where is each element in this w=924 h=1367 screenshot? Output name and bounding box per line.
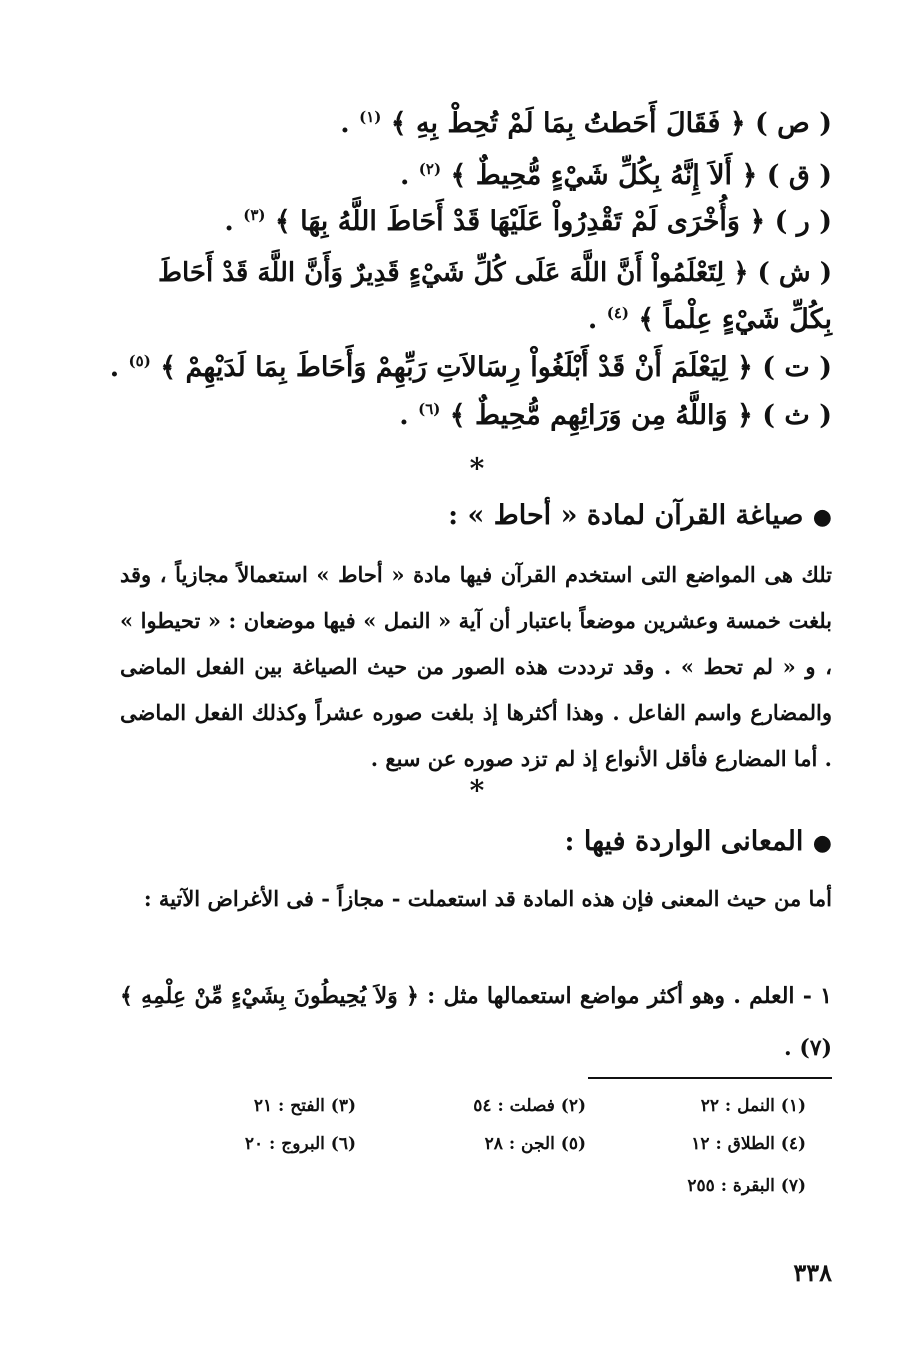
footnote: (٤) الطلاق : ١٢ <box>691 1134 806 1154</box>
footnote: (٣) الفتح : ٢١ <box>253 1096 356 1116</box>
verse-text: ﴿ وَأُخْرَى لَمْ تَقْدِرُواْ عَلَيْهَا قَدْ أَحَاطَ اللَّهُ بِهَا ﴾ <box>274 206 766 237</box>
verse-ref: (٤) <box>606 304 629 322</box>
footnote: (٧) البقرة : ٢٥٥ <box>687 1176 806 1196</box>
verse-text: ﴿ لِيَعْلَمَ أَنْ قَدْ أَبْلَغُواْ رِسَالاَتِ رَبِّهِمْ وَأَحَاطَ بِمَا لَدَيْهِمْ ﴾ <box>160 352 753 383</box>
verse-line <box>224 206 832 237</box>
verse-line-continued <box>588 304 832 335</box>
verse-end: . <box>399 400 409 431</box>
verse-line <box>400 160 832 191</box>
verse-label: ( ق ) <box>766 160 832 191</box>
bullet-icon: ● <box>812 504 832 530</box>
footnote: (١) النمل : ٢٢ <box>700 1096 806 1116</box>
footnote: (٥) الجن : ٢٨ <box>484 1134 586 1154</box>
footnote: (٢) فصلت : ٥٤ <box>473 1096 586 1116</box>
bullet-icon: ● <box>812 830 832 856</box>
page-number: ٣٣٨ <box>793 1258 832 1287</box>
section-heading-text: المعانى الواردة فيها : <box>564 826 804 857</box>
verse-text: ﴿ أَلاَ إِنَّهُ بِكُلِّ شَيْءٍ مُّحِيطٌ ﴾ <box>450 160 758 191</box>
verse-line <box>340 108 832 139</box>
verse-label: ( ت ) <box>762 352 832 383</box>
verse-ref: (٣) <box>243 206 266 224</box>
section-heading-text: صياغة القرآن لمادة « أحاط » : <box>448 500 804 531</box>
verse-ref: (٢) <box>418 160 442 178</box>
verse-label: ( ش ) <box>757 258 832 288</box>
verse-ref: (١) <box>359 108 382 126</box>
verse-text: بِكُلِّ شَيْءٍ عِلْماً ﴾ <box>638 304 832 335</box>
verse-line <box>110 352 832 383</box>
verse-end: . <box>224 206 234 237</box>
list-item: ١ - العلم . وهو أكثر مواضع استعمالها مثل : ﴿ وَلاَ يُحِيطُونَ بِشَيْءٍ مِّنْ عِلْمِهِ ﴾ (٧) . <box>120 983 832 1061</box>
section-paragraph: تلك هى المواضع التى استخدم القرآن فيها مادة « أحاط » استعمالاً مجازياً ، وقد بلغت خمسة وعشرين موضعاً باعتبار أن آية « النمل » فيها موضعان : « تحيطوا » ، و « لم تحط » . وقد ترددت هذه الصور من حيث الصياغة بين الفعل الماضى والمضارع واسم الفاعل . وهذا أكثرها إذ بلغت صوره عشراً وكذلك الفعل الماضى . أما المضارع فأقل الأنواع إذ لم تزد صوره عن سبع . <box>120 562 832 771</box>
verse-line <box>399 400 832 431</box>
verse-ref: (٥) <box>128 352 151 370</box>
verse-ref: (٦) <box>418 400 441 418</box>
verse-line <box>158 258 832 288</box>
verse-text: ﴿ فَقَالَ أَحَطتُ بِمَا لَمْ تُحِطْ بِهِ ﴾ <box>390 108 746 139</box>
verse-end: . <box>109 352 120 383</box>
verse-label: ( ص ) <box>755 108 832 139</box>
separator-asterisk: * <box>469 452 485 485</box>
footnote-divider <box>588 1077 832 1079</box>
verse-label: ( ث ) <box>762 400 832 431</box>
verse-text: ﴿ لِتَعْلَمُواْ أَنَّ اللَّهَ عَلَى كُلِّ شَيْءٍ قَدِيرٌ وَأَنَّ اللَّهَ قَدْ أَحَاطَ <box>157 258 749 288</box>
section-paragraph: أما من حيث المعنى فإن هذه المادة قد استعملت - مجازاً - فى الأغراض الآتية : <box>143 886 832 911</box>
verse-end: . <box>587 304 598 335</box>
section-heading <box>565 826 833 857</box>
footnote: (٦) البروج : ٢٠ <box>244 1134 356 1154</box>
verse-end: . <box>399 160 410 191</box>
separator-asterisk: * <box>469 774 485 807</box>
verse-text: ﴿ وَاللَّهُ مِن وَرَائِهِم مُّحِيطٌ ﴾ <box>449 400 753 431</box>
section-heading <box>448 500 832 531</box>
verse-label: ( ر ) <box>774 206 832 237</box>
verse-end: . <box>340 108 350 139</box>
